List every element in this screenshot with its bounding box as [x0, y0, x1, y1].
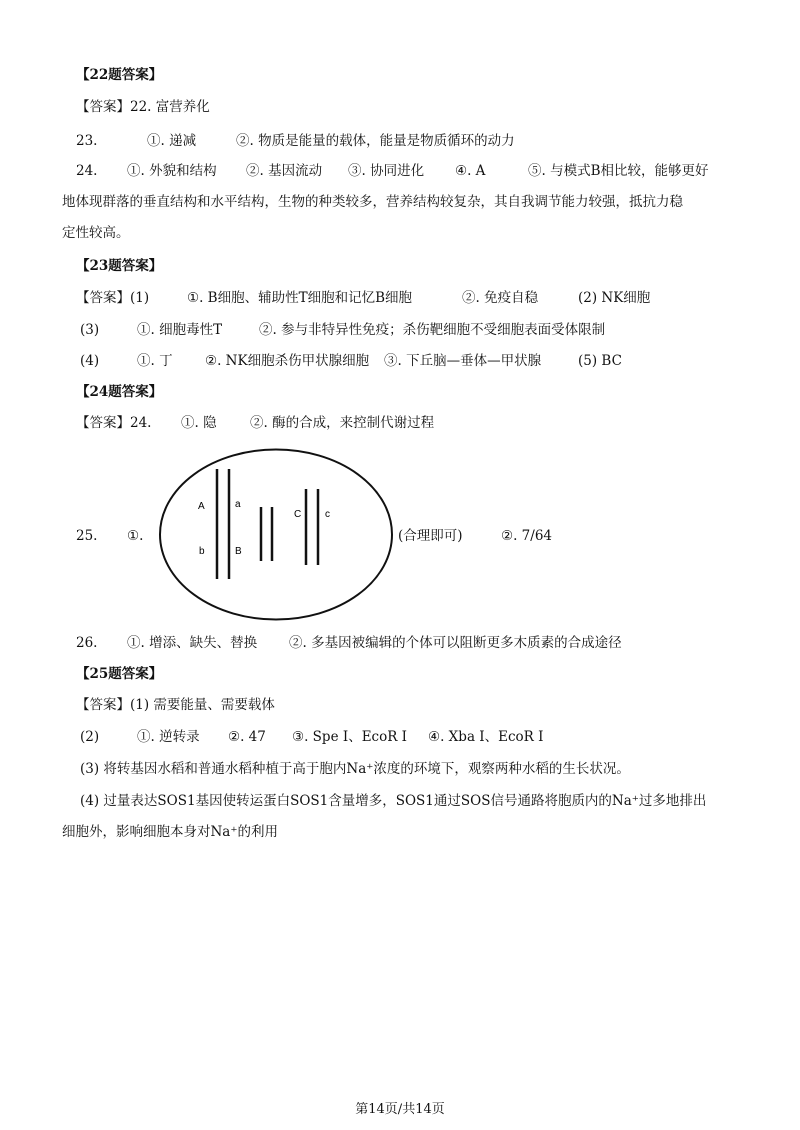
- gene-label-a: a: [235, 499, 241, 510]
- q25-answer-1: ①.: [127, 528, 144, 544]
- s25-line2-answer-4: ④. Xba I、EcoR I: [428, 729, 544, 745]
- gene-label-A: A: [198, 501, 205, 512]
- section-24-header: 【24题答案】: [76, 384, 163, 400]
- gene-label-C: C: [294, 509, 302, 520]
- s25-line2-answer-1: ①. 逆转录: [137, 729, 200, 745]
- cell-diagram-svg: [158, 447, 394, 622]
- s23-line1-answer-2: ②. 免疫自稳: [462, 290, 539, 306]
- s23-line3-answer-2: ②. NK细胞杀伤甲状腺细胞: [205, 353, 370, 369]
- q25-answer-2: ②. 7/64: [501, 528, 553, 544]
- q24-answer-1: ①. 外貌和结构: [127, 163, 217, 179]
- q23-answer-2: ②. 物质是能量的载体，能量是物质循环的动力: [236, 133, 515, 149]
- q26-answer-1: ①. 增添、缺失、替换: [127, 635, 258, 651]
- cell-outline: [160, 450, 392, 620]
- q25-note: (合理即可): [398, 528, 463, 544]
- gene-label-b: b: [199, 546, 205, 557]
- q26-answer-2: ②. 多基因被编辑的个体可以阻断更多木质素的合成途径: [289, 635, 622, 651]
- q23-answer-1: ①. 递减: [147, 133, 197, 149]
- q24-answer-5: ⑤. 与模式B相比较，能够更好: [528, 163, 709, 179]
- s23-line3-answer-3: ③. 下丘脑—垂体—甲状腺: [384, 353, 542, 369]
- s25-line4b: 细胞外，影响细胞本身对Na⁺的利用: [62, 824, 278, 840]
- q24-answer-2: ②. 基因流动: [246, 163, 323, 179]
- q24-continued-1: 地体现群落的垂直结构和水平结构，生物的种类较多，营养结构较复杂，其自我调节能力较强，抵抗力稳: [62, 194, 683, 210]
- s23-line1-answer-1: ①. B细胞、辅助性T细胞和记忆B细胞: [187, 290, 413, 306]
- cell-chromosome-diagram: [158, 447, 394, 622]
- s24-answer-label: 【答案】24.: [76, 415, 152, 431]
- s25-line1: 【答案】(1) 需要能量、需要载体: [76, 697, 275, 713]
- q24-answer-3: ③. 协同进化: [348, 163, 425, 179]
- s23-line1-answer-3: (2) NK细胞: [578, 290, 651, 306]
- s25-line2-label: (2): [80, 729, 100, 745]
- s25-line4a: (4) 过量表达SOS1基因使转运蛋白SOS1含量增多，SOS1通过SOS信号通路将胞质内的Na⁺过多地排出: [80, 793, 707, 809]
- s24-answer-1: ①. 隐: [181, 415, 217, 431]
- section-23-header: 【23题答案】: [76, 258, 163, 274]
- s23-line2-answer-1: ①. 细胞毒性T: [137, 322, 223, 338]
- q26-number: 26.: [76, 635, 98, 651]
- s25-line2-answer-3: ③. Spe I、EcoR I: [292, 729, 408, 745]
- s25-line3: (3) 将转基因水稻和普通水稻种植于高于胞内Na⁺浓度的环境下，观察两种水稻的生长状况。: [80, 761, 630, 777]
- section-22-header: 【22题答案】: [76, 67, 163, 83]
- page-footer: 第14页/共14页: [355, 1102, 445, 1117]
- s23-line3-answer-4: (5) BC: [578, 353, 622, 369]
- q24-answer-4: ④. A: [455, 163, 486, 179]
- s23-line2-label: (3): [80, 322, 100, 338]
- s25-line2-answer-2: ②. 47: [228, 729, 266, 745]
- section-22-answer: 【答案】22. 富营养化: [76, 99, 210, 115]
- s23-line3-answer-1: ①. 丁: [137, 353, 173, 369]
- s23-line3-label: (4): [80, 353, 100, 369]
- gene-label-B: B: [235, 546, 242, 557]
- s23-line2-answer-2: ②. 参与非特异性免疫；杀伤靶细胞不受细胞表面受体限制: [259, 322, 606, 338]
- q25-number: 25.: [76, 528, 98, 544]
- s24-answer-2: ②. 酶的合成，来控制代谢过程: [250, 415, 435, 431]
- q24-number: 24.: [76, 163, 98, 179]
- gene-label-c: c: [325, 509, 330, 520]
- q23-number: 23.: [76, 133, 98, 149]
- section-25-header: 【25题答案】: [76, 666, 163, 682]
- s23-line1-label: 【答案】(1): [76, 290, 150, 306]
- q24-continued-2: 定性较高。: [62, 225, 130, 241]
